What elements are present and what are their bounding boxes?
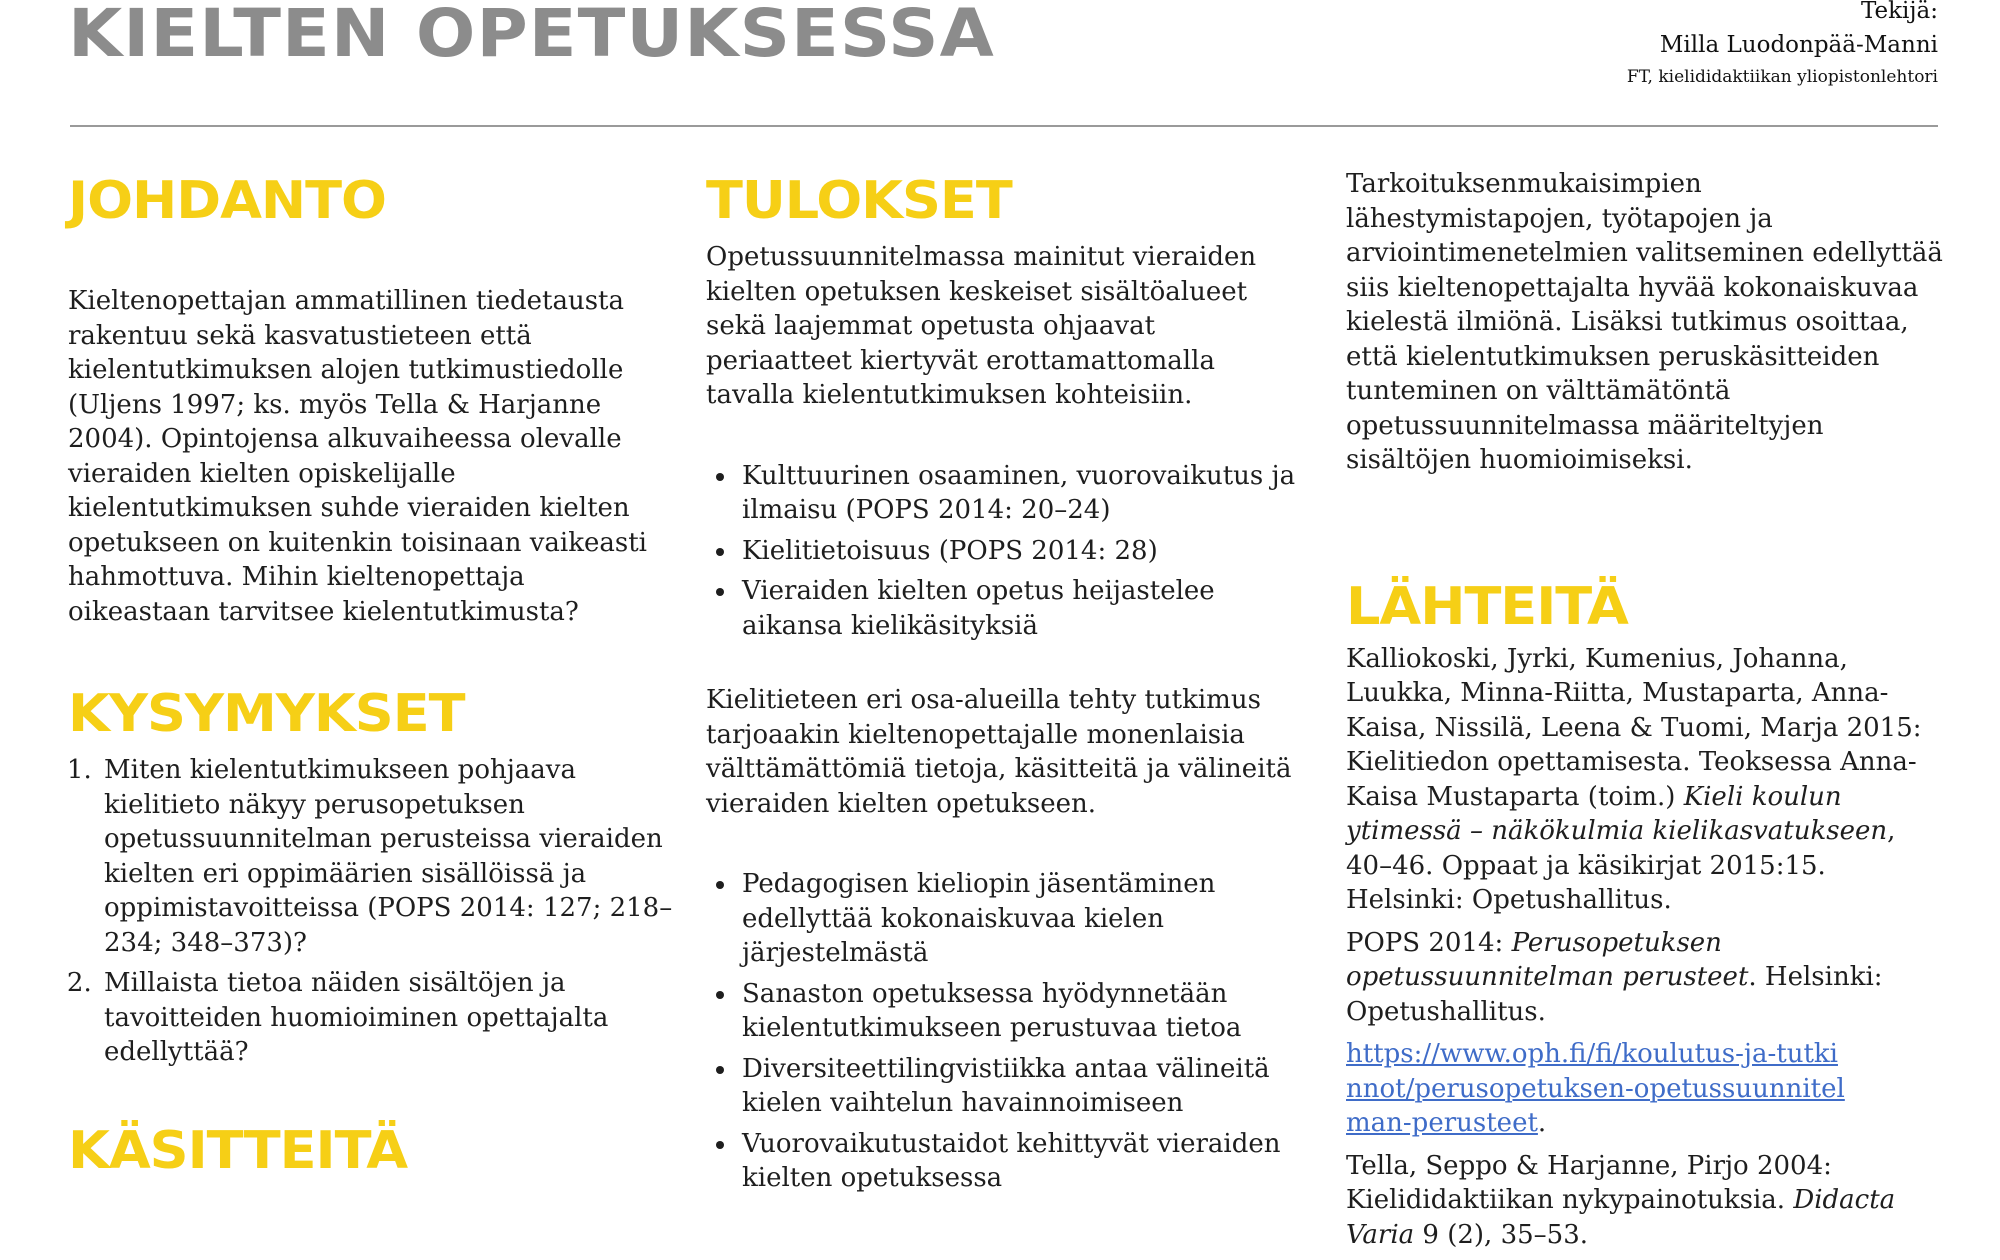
tulokset-heading: TULOKSET bbox=[706, 171, 1012, 231]
list-item: • Kielitietoisuus (POPS 2014: 28) bbox=[738, 534, 1318, 569]
reference-kalliokoski bbox=[1346, 642, 1936, 918]
ref-text: 9 (2), 35–53. bbox=[1414, 1219, 1589, 1250]
ref-book-title: Kieli koulun ytimessä – näkökulmia kielikasvatukseen bbox=[1346, 781, 1888, 846]
ref-text: . bbox=[1537, 1108, 1547, 1138]
ref-book-title: Perusopetuksen opetussuunnitelman perusteet bbox=[1346, 927, 1749, 992]
column-right bbox=[1346, 167, 1946, 1260]
list-item: • Kulttuurinen osaaminen, vuorovaikutus ja ilmaisu (POPS 2014: 20–24) bbox=[738, 459, 1318, 528]
poster-title: KIELTEN OPETUKSESSA bbox=[68, 0, 995, 72]
ref-text: , 40–46. Oppaat ja käsikirjat 2015:15. Helsinki: Opetushallitus. bbox=[1346, 816, 1896, 915]
lahteita-heading: LÄHTEITÄ bbox=[1346, 576, 1628, 637]
list-item: • Vieraiden kielten opetus heijastelee aikansa kielikäsityksiä bbox=[738, 574, 1318, 643]
list-item: 2. Millaista tietoa näiden sisältöjen ja tavoitteiden huomioiminen opettajalta edellyttää? bbox=[100, 966, 680, 1070]
ref-text: POPS 2014: bbox=[1346, 927, 1512, 958]
header-divider bbox=[70, 125, 1938, 127]
tulokset-list-1 bbox=[706, 459, 1318, 644]
list-item: 1. Miten kielentutkimukseen pohjaava kielitieto näkyy perusopetuksen opetussuunnitelman perusteissa vieraiden kielten eri oppimäärien sisällöissä ja oppimistavoitteissa (POPS 2014: 127; 218–234; 348–373)? bbox=[100, 753, 680, 960]
author-label: Tekijä: bbox=[1860, 0, 1938, 24]
kasitteita-heading: KÄSITTEITÄ bbox=[68, 1120, 408, 1181]
ref-text: Kalliokoski, Jyrki, Kumenius, Johanna, Luukka, Minna-Riitta, Mustaparta, Anna-Kaisa, Nissilä, Leena & Tuomi, Marja 2015: Kielitiedon opettamisesta. Teoksessa Anna-Kaisa Mustaparta (toim.) bbox=[1346, 643, 1922, 812]
kysymykset-heading: KYSYMYKSET bbox=[68, 684, 465, 744]
oph-link[interactable]: https://www.oph.fi/fi/koulutus-ja-tutkinnot/perusopetuksen-opetussuunnitelman-perusteet bbox=[1346, 1039, 1845, 1138]
list-item: • Sanaston opetuksessa hyödynnetään kielentutkimukseen perustuvaa tietoa bbox=[738, 977, 1318, 1046]
johdanto-heading: JOHDANTO bbox=[68, 171, 386, 231]
tulokset-middle-text: Kielitieteen eri osa-alueilla tehty tutkimus tarjoaakin kieltenopettajalle monenlaisia välttämättömiä tietoja, käsitteitä ja välineitä vieraiden kielten opetukseen. bbox=[706, 685, 1292, 819]
list-item: • Pedagogisen kieliopin jäsentäminen edellyttää kokonaiskuvaa kielen järjestelmästä bbox=[738, 867, 1318, 971]
list-item: • Vuorovaikutustaidot kehittyvät vieraiden kielten opetuksessa bbox=[738, 1127, 1318, 1196]
column-middle bbox=[706, 170, 1306, 1202]
tulokset-list-2 bbox=[706, 867, 1318, 1196]
conclusion-text: Tarkoituksenmukaisimpien lähestymistapojen, työtapojen ja arviointimenetelmien valitseminen edellyttää siis kieltenopettajalta hyvää kokonaiskuvaa kielestä ilmiönä. Lisäksi tutkimus osoittaa, että kielentutkimuksen peruskäsitteiden tunteminen on välttämätöntä opetussuunnitelmassa määriteltyjen sisältöjen huomioimiseksi. bbox=[1346, 169, 1943, 475]
column-left bbox=[68, 170, 673, 1182]
author-block bbox=[1627, 0, 1938, 92]
ref-text: . Helsinki: Opetushallitus. bbox=[1346, 962, 1883, 1027]
reference-link bbox=[1346, 1037, 1846, 1141]
reference-tella bbox=[1346, 1149, 1906, 1253]
johdanto-text: Kieltenopettajan ammatillinen tiedetausta rakentuu sekä kasvatustieteen että kielentutkimuksen alojen tutkimustiedolle (Uljens 1997; ks. myös Tella & Harjanne 2004). Opintojensa alkuvaiheessa olevalle vieraiden kielten opiskelijalle kielentutkimuksen suhde vieraiden kielten opetukseen on kuitenkin toisinaan vaikeasti hahmottuva. Mihin kieltenopettaja oikeastaan tarvitsee kielentutkimusta? bbox=[68, 286, 647, 627]
ref-text: Tella, Seppo & Harjanne, Pirjo 2004: Kielididaktiikan nykypainotuksia. bbox=[1346, 1150, 1832, 1215]
ref-journal-title: Didacta Varia bbox=[1346, 1185, 1896, 1250]
author-name: Milla Luodonpää-Manni bbox=[1659, 32, 1938, 58]
list-item: • Diversiteettilingvistiikka antaa välineitä kielen vaihtelun havainnoimiseen bbox=[738, 1052, 1318, 1121]
reference-pops bbox=[1346, 926, 1936, 1030]
author-title: FT, kielididaktiikan yliopistonlehtori bbox=[1626, 67, 1938, 87]
tulokset-intro: Opetussuunnitelmassa mainitut vieraiden kielten opetuksen keskeiset sisältöalueet sekä laajemmat opetusta ohjaavat periaatteet kiertyvät erottamattomalla tavalla kielentutkimuksen kohteisiin. bbox=[706, 242, 1257, 410]
kysymykset-list bbox=[68, 753, 680, 1070]
